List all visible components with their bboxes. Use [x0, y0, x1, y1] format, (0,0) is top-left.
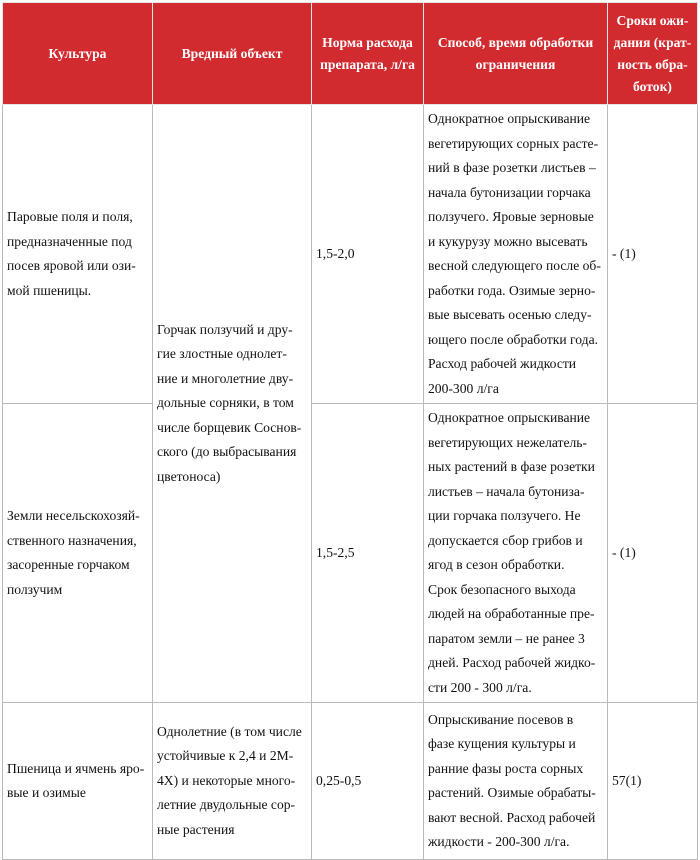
cell-line: Однократное опрыскивание — [428, 410, 591, 425]
cell-line: работки года. Озимые зерно- — [428, 282, 596, 298]
cell-line: вые высевать осенью следу- — [428, 307, 592, 322]
cell-line: и кукурузу можно высевать — [428, 233, 588, 249]
cell-line: ягод в сезон обработки. — [428, 557, 565, 572]
cell-line: паратом земли – не ранее 3 — [428, 630, 585, 646]
header-method — [424, 3, 608, 105]
cell-line: вегетирующих сорных расте- — [428, 135, 599, 151]
cell-line: 4Х) и некоторые много- — [157, 772, 296, 788]
header-rate-line: Норма расхода — [322, 34, 413, 50]
cell-line: ползучим — [7, 581, 63, 597]
cell-line: ции горчака ползучего. Не — [428, 508, 581, 523]
cell-line: Опрыскивание посевов в — [428, 711, 574, 727]
cell-line: ний в фазе розетки листьев – — [428, 160, 596, 175]
cell-line: ского (до выбрасывания — [157, 444, 297, 460]
cell-terms: - (1) — [608, 404, 698, 703]
cell-line: предназначенные под — [7, 233, 132, 249]
cell-line: Однолетние (в том числе — [157, 723, 302, 739]
cell-culture — [3, 703, 153, 860]
cell-line: ползучего. Яровые зерновые — [428, 209, 594, 224]
cell-line: вегетирующих нежелатель- — [428, 434, 588, 450]
cell-line: ние и многолетние дву- — [157, 370, 294, 386]
cell-line: Паровые поля и поля, — [7, 209, 133, 224]
cell-line: ранние фазы роста сорных — [428, 760, 584, 776]
cell-line: ственного назначения, — [7, 532, 137, 548]
cell-line: вые и озимые — [7, 785, 86, 800]
cell-line: гие злостные однолет- — [157, 346, 287, 362]
cell-line: жидкости - 200-300 л/га. — [428, 834, 570, 849]
cell-line: вают весной. Расход рабочей — [428, 809, 596, 825]
cell-line: фазе кущения культуры и — [428, 736, 576, 751]
cell-line: ные растения — [157, 821, 235, 837]
table-header-row — [3, 3, 698, 105]
cell-rate: 1,5-2,0 — [312, 105, 424, 404]
cell-line: числе борщевик Соснов- — [157, 419, 302, 435]
cell-line: Горчак ползучий и дру- — [157, 321, 293, 337]
header-terms — [608, 3, 698, 105]
cell-line: цветоноса) — [157, 468, 221, 484]
cell-line: дней. Расход рабочей жидко- — [428, 655, 596, 670]
cell-culture — [3, 404, 153, 703]
table-row — [3, 105, 698, 404]
cell-method — [424, 404, 608, 703]
header-method-line: Способ, время обработки — [437, 34, 594, 50]
cell-line: листьев – начала бутониза- — [428, 483, 585, 499]
cell-line: допускается сбор грибов и — [428, 532, 583, 548]
cell-line: посев яровой или ози- — [7, 258, 136, 273]
cell-line: летние двудольные сор- — [157, 797, 296, 813]
cell-line: дольные сорняки, в том — [157, 395, 294, 411]
cell-line: сти 200 - 300 л/га. — [428, 679, 532, 695]
table-row — [3, 703, 698, 860]
cell-line: Пшеница и ячмень яро- — [7, 760, 145, 776]
cell-terms: 57(1) — [608, 703, 698, 860]
header-terms-line: Сроки ожи- — [616, 12, 689, 28]
header-terms-line: ность обра- — [617, 56, 688, 72]
cell-line: начала бутонизации горчака — [428, 184, 591, 200]
cell-line: Срок безопасного выхода — [428, 581, 576, 597]
header-rate — [312, 3, 424, 105]
cell-target-merged — [153, 105, 312, 703]
cell-target — [153, 703, 312, 860]
header-target: Вредный объект — [153, 3, 312, 105]
cell-line: Однократное опрыскивание — [428, 111, 591, 126]
cell-line: весной следующего после об- — [428, 258, 601, 273]
header-rate-line: препарата, л/га — [320, 56, 415, 72]
header-terms-line: боток) — [633, 78, 672, 94]
header-method-line: ограничения — [475, 56, 556, 72]
cell-line: Земли несельскохозяй- — [7, 508, 140, 523]
cell-culture — [3, 105, 153, 404]
cell-line: засоренные горчаком — [7, 557, 130, 572]
cell-line: растений. Озимые обрабаты- — [428, 785, 596, 800]
header-culture: Культура — [3, 3, 153, 105]
cell-method — [424, 703, 608, 860]
header-terms-line: дания (крат- — [613, 34, 692, 50]
cell-rate: 0,25-0,5 — [312, 703, 424, 860]
cell-line: людей на обработанные пре- — [428, 606, 595, 621]
cell-line: мой пшеницы. — [7, 282, 92, 298]
cell-method — [424, 105, 608, 404]
cell-line: ных растений в фазе розетки — [428, 459, 595, 474]
cell-terms: - (1) — [608, 105, 698, 404]
pesticide-regulation-table — [2, 2, 698, 860]
cell-rate: 1,5-2,5 — [312, 404, 424, 703]
cell-line: ющего после обработки года. — [428, 331, 599, 347]
cell-line: Расход рабочей жидкости — [428, 356, 577, 371]
cell-line: 200-300 л/га — [428, 380, 499, 396]
cell-line: устойчивые к 2,4 и 2М- — [157, 748, 294, 764]
table-row — [3, 404, 698, 703]
